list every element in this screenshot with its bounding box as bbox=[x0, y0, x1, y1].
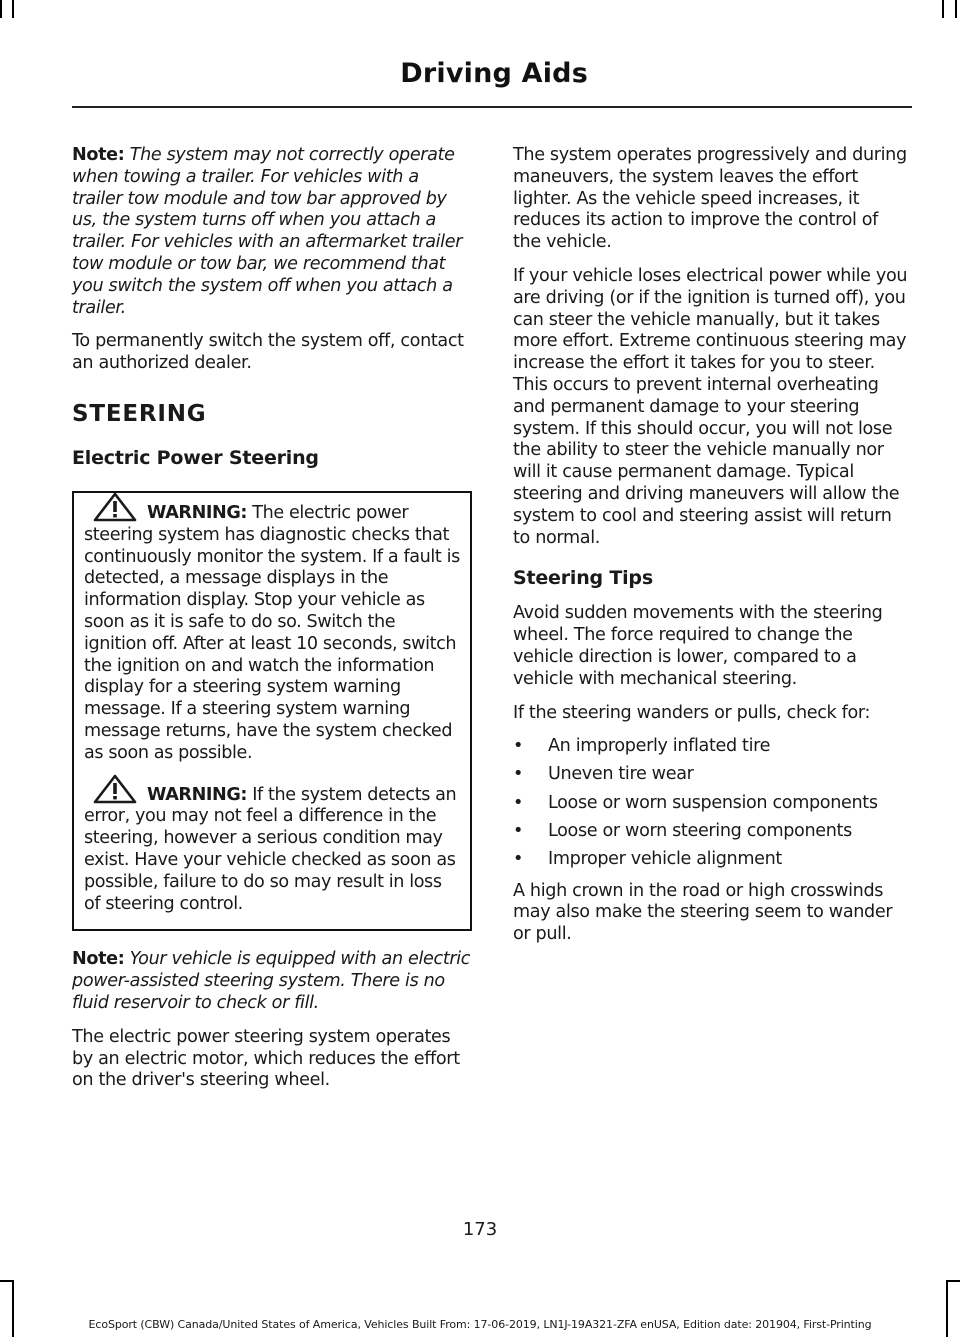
warning-triangle-icon bbox=[92, 491, 138, 523]
warning-item bbox=[84, 503, 462, 765]
crop-mark bbox=[0, 1280, 14, 1282]
footer-edition-info: EcoSport (CBW) Canada/United States of America, Vehicles Built From: 17-06-2019, LN1J-19A321-ZFA enUSA, Edition date: 201904, First-Printing bbox=[88, 1318, 872, 1331]
right-column bbox=[513, 145, 908, 958]
bullet: • bbox=[513, 736, 524, 757]
paragraph: If your vehicle loses electrical power while you are driving (or if the ignition is turned off), you can steer the vehicle manually, but it takes more effort. Extreme continuous steering may increase the effort it takes for you to steer. This occurs to prevent internal overheating and permanent damage to your steering system. If this should occur, you will not lose the ability to steer the vehicle manually nor will it cause permanent damage. Typical steering and driving maneuvers will allow the system to cool and steering assist will return to normal. bbox=[513, 265, 908, 548]
warning-item bbox=[84, 785, 462, 916]
crop-mark bbox=[955, 0, 957, 18]
warning-box bbox=[72, 491, 472, 931]
page-number: 173 bbox=[462, 1219, 498, 1240]
left-column bbox=[72, 145, 472, 1104]
paragraph: To permanently switch the system off, contact an authorized dealer. bbox=[72, 331, 464, 374]
list-item bbox=[513, 764, 908, 786]
list-item bbox=[513, 849, 908, 871]
subsection-title: Steering Tips bbox=[513, 567, 653, 590]
section-title: STEERING bbox=[72, 400, 207, 427]
warning-text: The electric power steering system has diagnostic checks that continuously monitor the system. If a fault is detected, a message displays in the information display. Stop your vehicle as soon as it is safe to do so. Switch the ignition off. After at least 10 seconds, switch the ignition on and watch the information display for a steering system warning message. If a steering system warning message returns, have the system checked as soon as possible. bbox=[84, 502, 460, 763]
note-text: Your vehicle is equipped with an electric power-assisted steering system. There is no fluid reservoir to check or fill. bbox=[72, 949, 471, 1013]
note-label: Note: bbox=[72, 145, 125, 165]
list-item-text: Uneven tire wear bbox=[548, 764, 694, 785]
crop-mark bbox=[12, 0, 14, 18]
crop-mark bbox=[946, 1280, 960, 1282]
paragraph: If the steering wanders or pulls, check for: bbox=[513, 702, 871, 723]
bullet: • bbox=[513, 764, 524, 785]
note-trailer bbox=[72, 145, 472, 319]
page-header-title: Driving Aids bbox=[400, 58, 588, 89]
list-item bbox=[513, 736, 908, 758]
paragraph: The electric power steering system operates by an electric motor, which reduces the effort on the driver's steering wheel. bbox=[72, 1026, 460, 1091]
list-item-text: Loose or worn suspension components bbox=[548, 792, 878, 813]
list-item bbox=[513, 821, 908, 843]
paragraph: The system operates progressively and during maneuvers, the system leaves the effort lighter. As the vehicle speed increases, it reduces its action to improve the control of the vehicle. bbox=[513, 145, 907, 253]
crop-mark bbox=[942, 0, 944, 18]
note-electric-steering bbox=[72, 949, 472, 1014]
paragraph: Avoid sudden movements with the steering wheel. The force required to change the vehicle direction is lower, compared to a vehicle with mechanical steering. bbox=[513, 603, 883, 689]
list-item-text: Loose or worn steering components bbox=[548, 820, 852, 841]
warning-text: If the system detects an error, you may not feel a difference in the steering, however a serious condition may exist. Have your vehicle checked as soon as possible, failure to do so may result in loss of steering control. bbox=[84, 784, 457, 914]
header-divider bbox=[72, 106, 912, 108]
warning-label: WARNING: bbox=[147, 502, 248, 523]
paragraph: A high crown in the road or high crosswinds may also make the steering seem to wander or pull. bbox=[513, 880, 893, 945]
note-label: Note: bbox=[72, 949, 125, 970]
crop-mark bbox=[0, 0, 2, 18]
note-text: The system may not correctly operate when towing a trailer. For vehicles with a trailer tow module and tow bar approved by us, the system turns off when you attach a trailer. For vehicles with an aftermarket trailer tow module or tow bar, we recommend that you switch the system off when you attach a trailer. bbox=[72, 145, 463, 318]
bullet: • bbox=[513, 848, 524, 869]
list-item bbox=[513, 793, 908, 815]
warning-label: WARNING: bbox=[147, 784, 248, 805]
check-list bbox=[513, 736, 908, 870]
subsection-title: Electric Power Steering bbox=[72, 446, 319, 469]
warning-triangle-icon bbox=[92, 773, 138, 805]
list-item-text: Improper vehicle alignment bbox=[548, 848, 782, 869]
bullet: • bbox=[513, 792, 524, 813]
list-item-text: An improperly inflated tire bbox=[548, 736, 771, 757]
bullet: • bbox=[513, 820, 524, 841]
